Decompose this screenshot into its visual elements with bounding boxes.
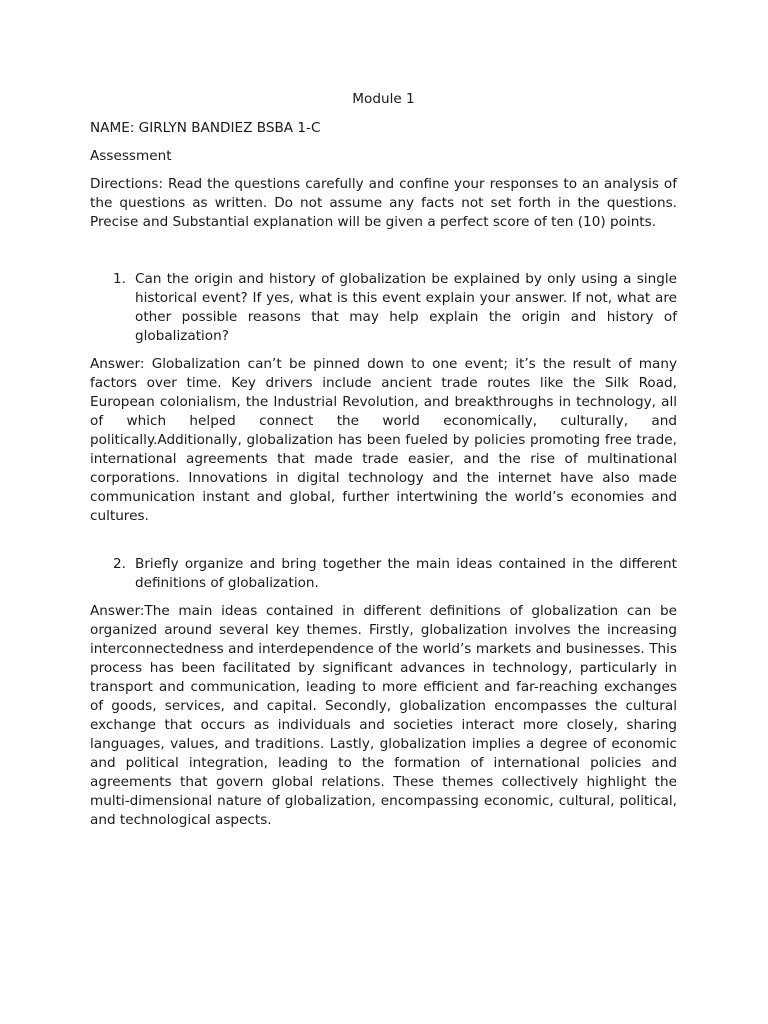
student-name-line: NAME: GIRLYN BANDIEZ BSBA 1-C [90,120,321,136]
directions-paragraph: Directions: Read the questions carefully and confine your responses to an analysis of the questions as written. Do not assume any facts not set forth in the questions. Precise and Substantial explanation will be given a perfect score of ten (10) points. [90,176,677,230]
document-title: Module 1 [352,91,415,107]
spacer [90,241,677,270]
question-item [90,555,677,593]
answer-paragraph: Answer: Globalization can’t be pinned down to one event; it’s the result of many factors over time. Key drivers include ancient trade routes like the Silk Road, European colonialism, the Industrial Revolution, and breakthroughs in technology, all of which helped connect the world economically, culturally, and politically.Additionally, globalization has been fueled by policies promoting free trade, international agreements that made trade easier, and the rise of multinational corporations. Innovations in digital technology and the internet have also made communication instant and global, further intertwining the world’s economies and cultures. [90,356,677,524]
question-item [90,270,677,346]
section-heading: Assessment [90,148,172,164]
question-text: Briefly organize and bring together the main ideas contained in the different definitions of globalization. [135,556,677,591]
answer-paragraph: Answer:The main ideas contained in different definitions of globalization can be organized around several key themes. Firstly, globalization involves the increasing interconnectedness and interdependence of the world’s markets and businesses. This process has been facilitated by significant advances in technology, particularly in transport and communication, leading to more efficient and far-reaching exchanges of goods, services, and capital. Secondly, globalization encompasses the cultural exchange that occurs as individuals and societies interact more closely, sharing languages, values, and traditions. Lastly, globalization implies a degree of economic and political integration, leading to the formation of international policies and agreements that govern global relations. These themes collectively highlight the multi-dimensional nature of globalization, encompassing economic, cultural, political, and technological aspects. [90,603,677,828]
question-text: Can the origin and history of globalization be explained by only using a single historical event? If yes, what is this event explain your answer. If not, what are other possible reasons that may help explain the origin and history of globalization? [135,271,677,344]
spacer [90,535,677,555]
question-number: 2. [113,556,126,572]
document-page [90,90,677,839]
question-number: 1. [113,271,126,287]
